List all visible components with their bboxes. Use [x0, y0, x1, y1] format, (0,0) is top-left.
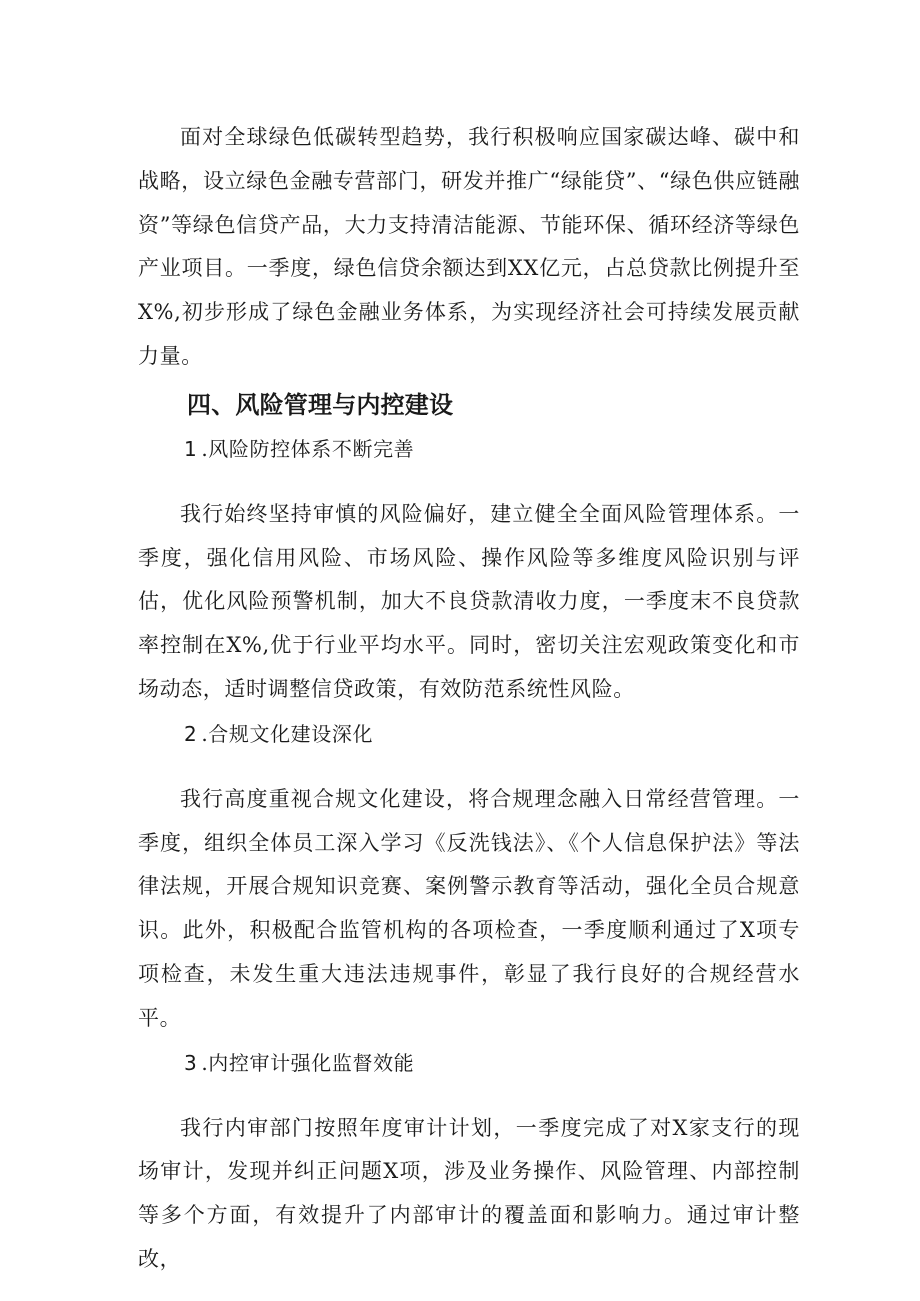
- paragraph-compliance: 我行高度重视合规文化建设，将合规理念融入日常经营管理。一季度，组织全体员工深入学习《反洗钱法》、《个人信息保护法》等法律法规，开展合规知识竞赛、案例警示教育等活动，强化全员合规意识。此外，积极配合监管机构的各项检查，一季度顺利通过了X项专项检查，未发生重大违法违规事件，彰显了我行良好的合规经营水平。: [138, 786, 800, 1030]
- subsection-heading-2: [138, 712, 800, 756]
- subsection-heading-3: [138, 1041, 800, 1085]
- spacer: [138, 471, 800, 493]
- section-title-risk-management: 四、风险管理与内控建设: [187, 390, 454, 419]
- document-body: [138, 116, 800, 1282]
- paragraph-green-finance: 面对全球绿色低碳转型趋势，我行积极响应国家碳达峰、碳中和战略，设立绿色金融专营部门，研发并推广“绿能贷”、“绿色供应链融资”等绿色信贷产品，大力支持清洁能源、节能环保、循环经济等绿色产业项目。一季度，绿色信贷余额达到XX亿元，占总贷款比例提升至X%,初步形成了绿色金融业务体系，为实现经济社会可持续发展贡献力量。: [138, 125, 800, 368]
- paragraph-internal-audit: 我行内审部门按照年度审计计划，一季度完成了对X家支行的现场审计，发现并纠正问题X项，涉及业务操作、风险管理、内部控制等多个方面，有效提升了内部审计的覆盖面和影响力。通过审计整改，: [138, 1115, 800, 1271]
- subsection-heading-1: [138, 427, 800, 471]
- subsection-title: .合规文化建设深化: [201, 721, 374, 746]
- subsection-title: .内控审计强化监督效能: [201, 1050, 415, 1075]
- paragraph-risk-control: 我行始终坚持审慎的风险偏好，建立健全全面风险管理体系。一季度，强化信用风险、市场风险、操作风险等多维度风险识别与评估，优化风险预警机制，加大不良贷款清收力度，一季度末不良贷款率控制在X%,优于行业平均水平。同时，密切关注宏观政策变化和市场动态，适时调整信贷政策，有效防范系统性风险。: [138, 501, 800, 701]
- subsection-number: 1: [184, 436, 198, 461]
- subsection-title: .风险防控体系不断完善: [201, 436, 415, 461]
- spacer: [138, 1085, 800, 1107]
- subsection-number: 2: [184, 721, 198, 746]
- subsection-number: 3: [184, 1050, 198, 1075]
- spacer: [138, 756, 800, 778]
